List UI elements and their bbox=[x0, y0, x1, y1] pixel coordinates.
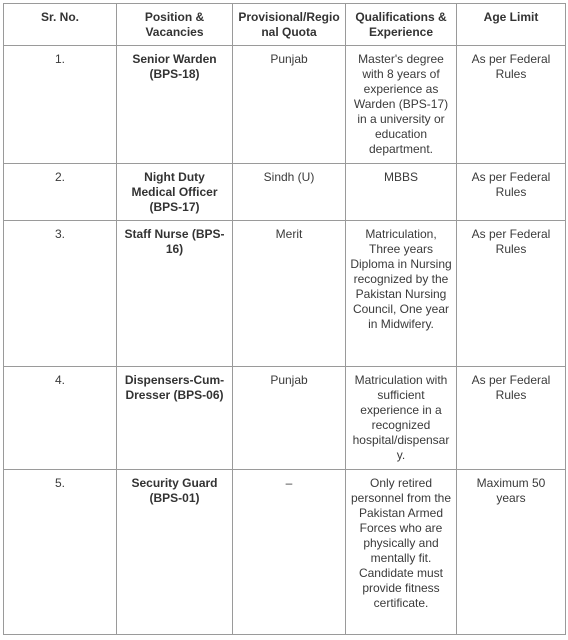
cell-position: Senior Warden (BPS-18) bbox=[117, 46, 233, 164]
table-header bbox=[4, 4, 566, 46]
table-row bbox=[4, 164, 566, 221]
header-quota: Provisional/Regional Quota bbox=[233, 4, 346, 46]
cell-quota: Punjab bbox=[233, 367, 346, 470]
cell-position: Night Duty Medical Officer (BPS-17) bbox=[117, 164, 233, 221]
cell-sr-no: 3. bbox=[4, 221, 117, 367]
header-sr-no: Sr. No. bbox=[4, 4, 117, 46]
cell-sr-no: 1. bbox=[4, 46, 117, 164]
cell-qualification: Matriculation, Three years Diploma in Nursing recognized by the Pakistan Nursing Council, One year in Midwifery. bbox=[346, 221, 457, 367]
cell-age-limit: As per Federal Rules bbox=[457, 46, 566, 164]
header-age-limit: Age Limit bbox=[457, 4, 566, 46]
cell-position: Dispensers-Cum-Dresser (BPS-06) bbox=[117, 367, 233, 470]
cell-sr-no: 2. bbox=[4, 164, 117, 221]
cell-qualification: Matriculation with sufficient experience in a recognized hospital/dispensary. bbox=[346, 367, 457, 470]
cell-qualification: Master's degree with 8 years of experience as Warden (BPS-17) in a university or education department. bbox=[346, 46, 457, 164]
cell-position: Security Guard (BPS-01) bbox=[117, 470, 233, 635]
cell-qualification: Only retired personnel from the Pakistan Armed Forces who are physically and mentally fit. Candidate must provide fitness certificate. bbox=[346, 470, 457, 635]
cell-sr-no: 4. bbox=[4, 367, 117, 470]
table-row bbox=[4, 46, 566, 164]
cell-quota: Sindh (U) bbox=[233, 164, 346, 221]
header-qualifications: Qualifications & Experience bbox=[346, 4, 457, 46]
table-body bbox=[4, 46, 566, 635]
table-row bbox=[4, 221, 566, 367]
cell-age-limit: As per Federal Rules bbox=[457, 164, 566, 221]
cell-sr-no: 5. bbox=[4, 470, 117, 635]
table-row bbox=[4, 367, 566, 470]
table-row bbox=[4, 470, 566, 635]
cell-position: Staff Nurse (BPS-16) bbox=[117, 221, 233, 367]
cell-quota: Merit bbox=[233, 221, 346, 367]
cell-quota: – bbox=[233, 470, 346, 635]
header-position: Position & Vacancies bbox=[117, 4, 233, 46]
cell-age-limit: As per Federal Rules bbox=[457, 221, 566, 367]
cell-quota: Punjab bbox=[233, 46, 346, 164]
cell-qualification: MBBS bbox=[346, 164, 457, 221]
header-row bbox=[4, 4, 566, 46]
vacancies-table bbox=[3, 3, 566, 635]
cell-age-limit: Maximum 50 years bbox=[457, 470, 566, 635]
cell-age-limit: As per Federal Rules bbox=[457, 367, 566, 470]
